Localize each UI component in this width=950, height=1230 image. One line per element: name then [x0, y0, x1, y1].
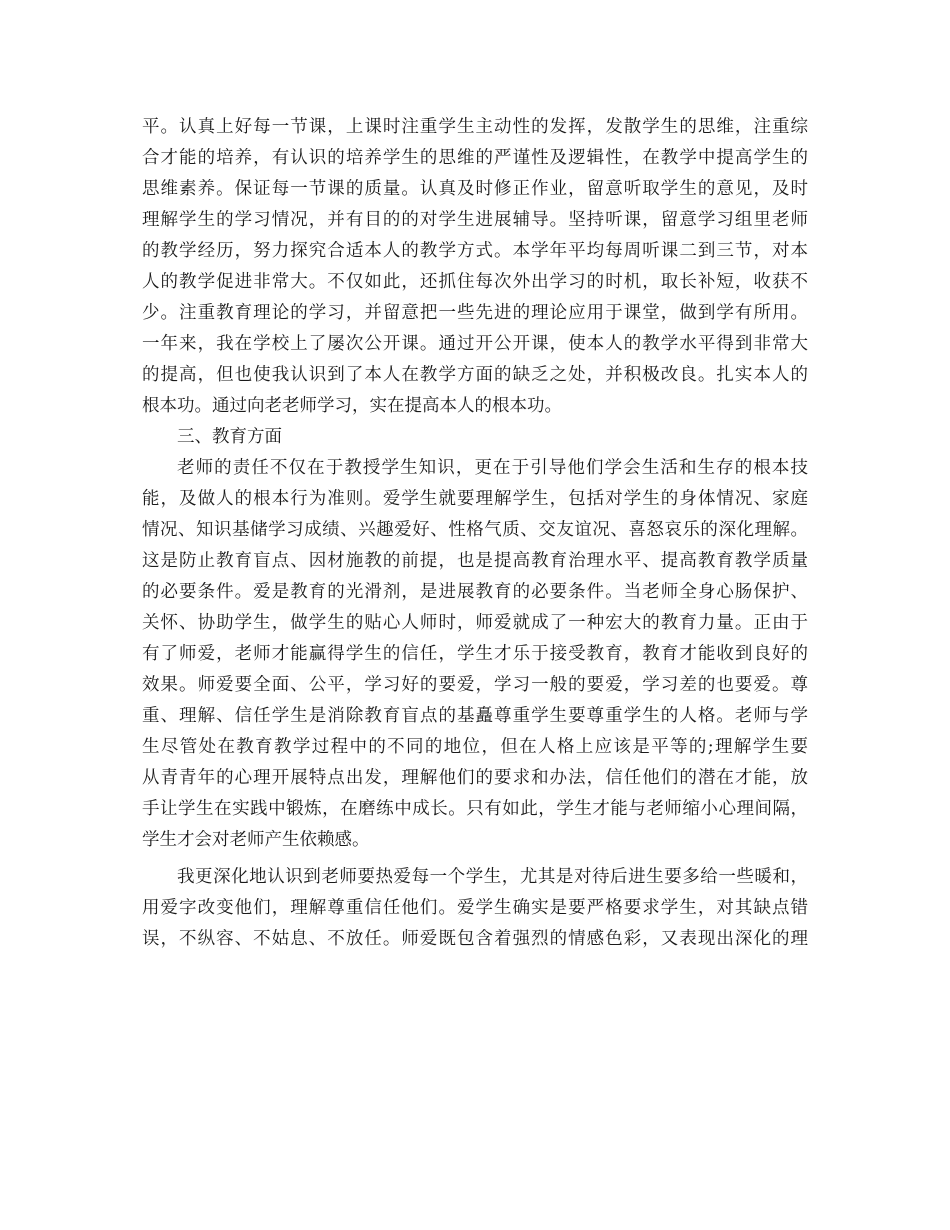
text-line: 有了师爱，老师才能赢得学生的信任，学生才乐于接受教育，教育才能收到良好的: [142, 644, 808, 664]
text-line: 从青青年的心理开展特点出发，理解他们的要求和办法，信任他们的潜在才能，放: [142, 768, 808, 788]
text-line: 误，不纵容、不姑息、不放任。师爱既包含着强烈的情感色彩，又表现出深化的理: [142, 929, 808, 949]
text-line: 合才能的培养，有认识的培养学生的思维的严谨性及逻辑性，在教学中提高学生的: [142, 148, 808, 168]
text-line: 关怀、协助学生，做学生的贴心人师时，师爱就成了一种宏大的教育力量。正由于: [142, 613, 808, 633]
text-line: 少。注重教育理论的学习，并留意把一些先进的理论应用于课堂，做到学有所用。: [142, 303, 808, 323]
text-line: 我更深化地认识到老师要热爱每一个学生，尤其是对待后进生要多给一些暖和，: [177, 867, 808, 887]
document-body: [142, 112, 808, 955]
text-line: 根本功。通过向老老师学习，实在提高本人的根本功。: [142, 396, 562, 416]
text-line: 情况、知识基储学习成绩、兴趣爱好、性格气质、交友谊况、喜怒哀乐的深化理解。: [142, 520, 808, 540]
text-line: 这是防止教育盲点、因材施教的前提，也是提高教育治理水平、提高教育教学质量: [142, 551, 808, 571]
text-line: 思维素养。保证每一节课的质量。认真及时修正作业，留意听取学生的意见，及时: [142, 179, 808, 199]
text-line: 效果。师爱要全面、公平，学习好的要爱，学习一般的要爱，学习差的也要爱。尊: [142, 675, 808, 695]
text-line: 人的教学促进非常大。不仅如此，还抓住每次外出学习的时机，取长补短，收获不: [142, 272, 808, 292]
text-line: 用爱字改变他们，理解尊重信任他们。爱学生确实是要严格要求学生，对其缺点错: [142, 898, 808, 918]
text-line: 一年来，我在学校上了屡次公开课。通过开公开课，使本人的教学水平得到非常大: [142, 334, 808, 354]
text-line: 重、理解、信任学生是消除教育盲点的基矗尊重学生要尊重学生的人格。老师与学: [142, 706, 808, 726]
text-line: 平。认真上好每一节课，上课时注重学生主动性的发挥，发散学生的思维，注重综: [142, 117, 808, 137]
text-line: 的教学经历，努力探究合适本人的教学方式。本学年平均每周听课二到三节，对本: [142, 241, 808, 261]
text-line: 的提高，但也使我认识到了本人在教学方面的缺乏之处，并积极改良。扎实本人的: [142, 365, 808, 385]
text-line: 三、教育方面: [177, 427, 282, 447]
text-line: 生尽管处在教育教学过程中的不同的地位，但在人格上应该是平等的;理解学生要: [142, 737, 808, 757]
text-line: 理解学生的学习情况，并有目的的对学生进展辅导。坚持听课，留意学习组里老师: [142, 210, 808, 230]
text-line: 学生才会对老师产生依赖感。: [142, 830, 370, 850]
text-line: 老师的责任不仅在于教授学生知识，更在于引导他们学会生活和生存的根本技: [177, 458, 808, 478]
text-line: 能，及做人的根本行为准则。爱学生就要理解学生，包括对学生的身体情况、家庭: [142, 489, 808, 509]
text-line: 的必要条件。爱是教育的光滑剂，是进展教育的必要条件。当老师全身心肠保护、: [142, 582, 808, 602]
text-line: 手让学生在实践中锻炼，在磨练中成长。只有如此，学生才能与老师缩小心理间隔，: [142, 799, 808, 819]
